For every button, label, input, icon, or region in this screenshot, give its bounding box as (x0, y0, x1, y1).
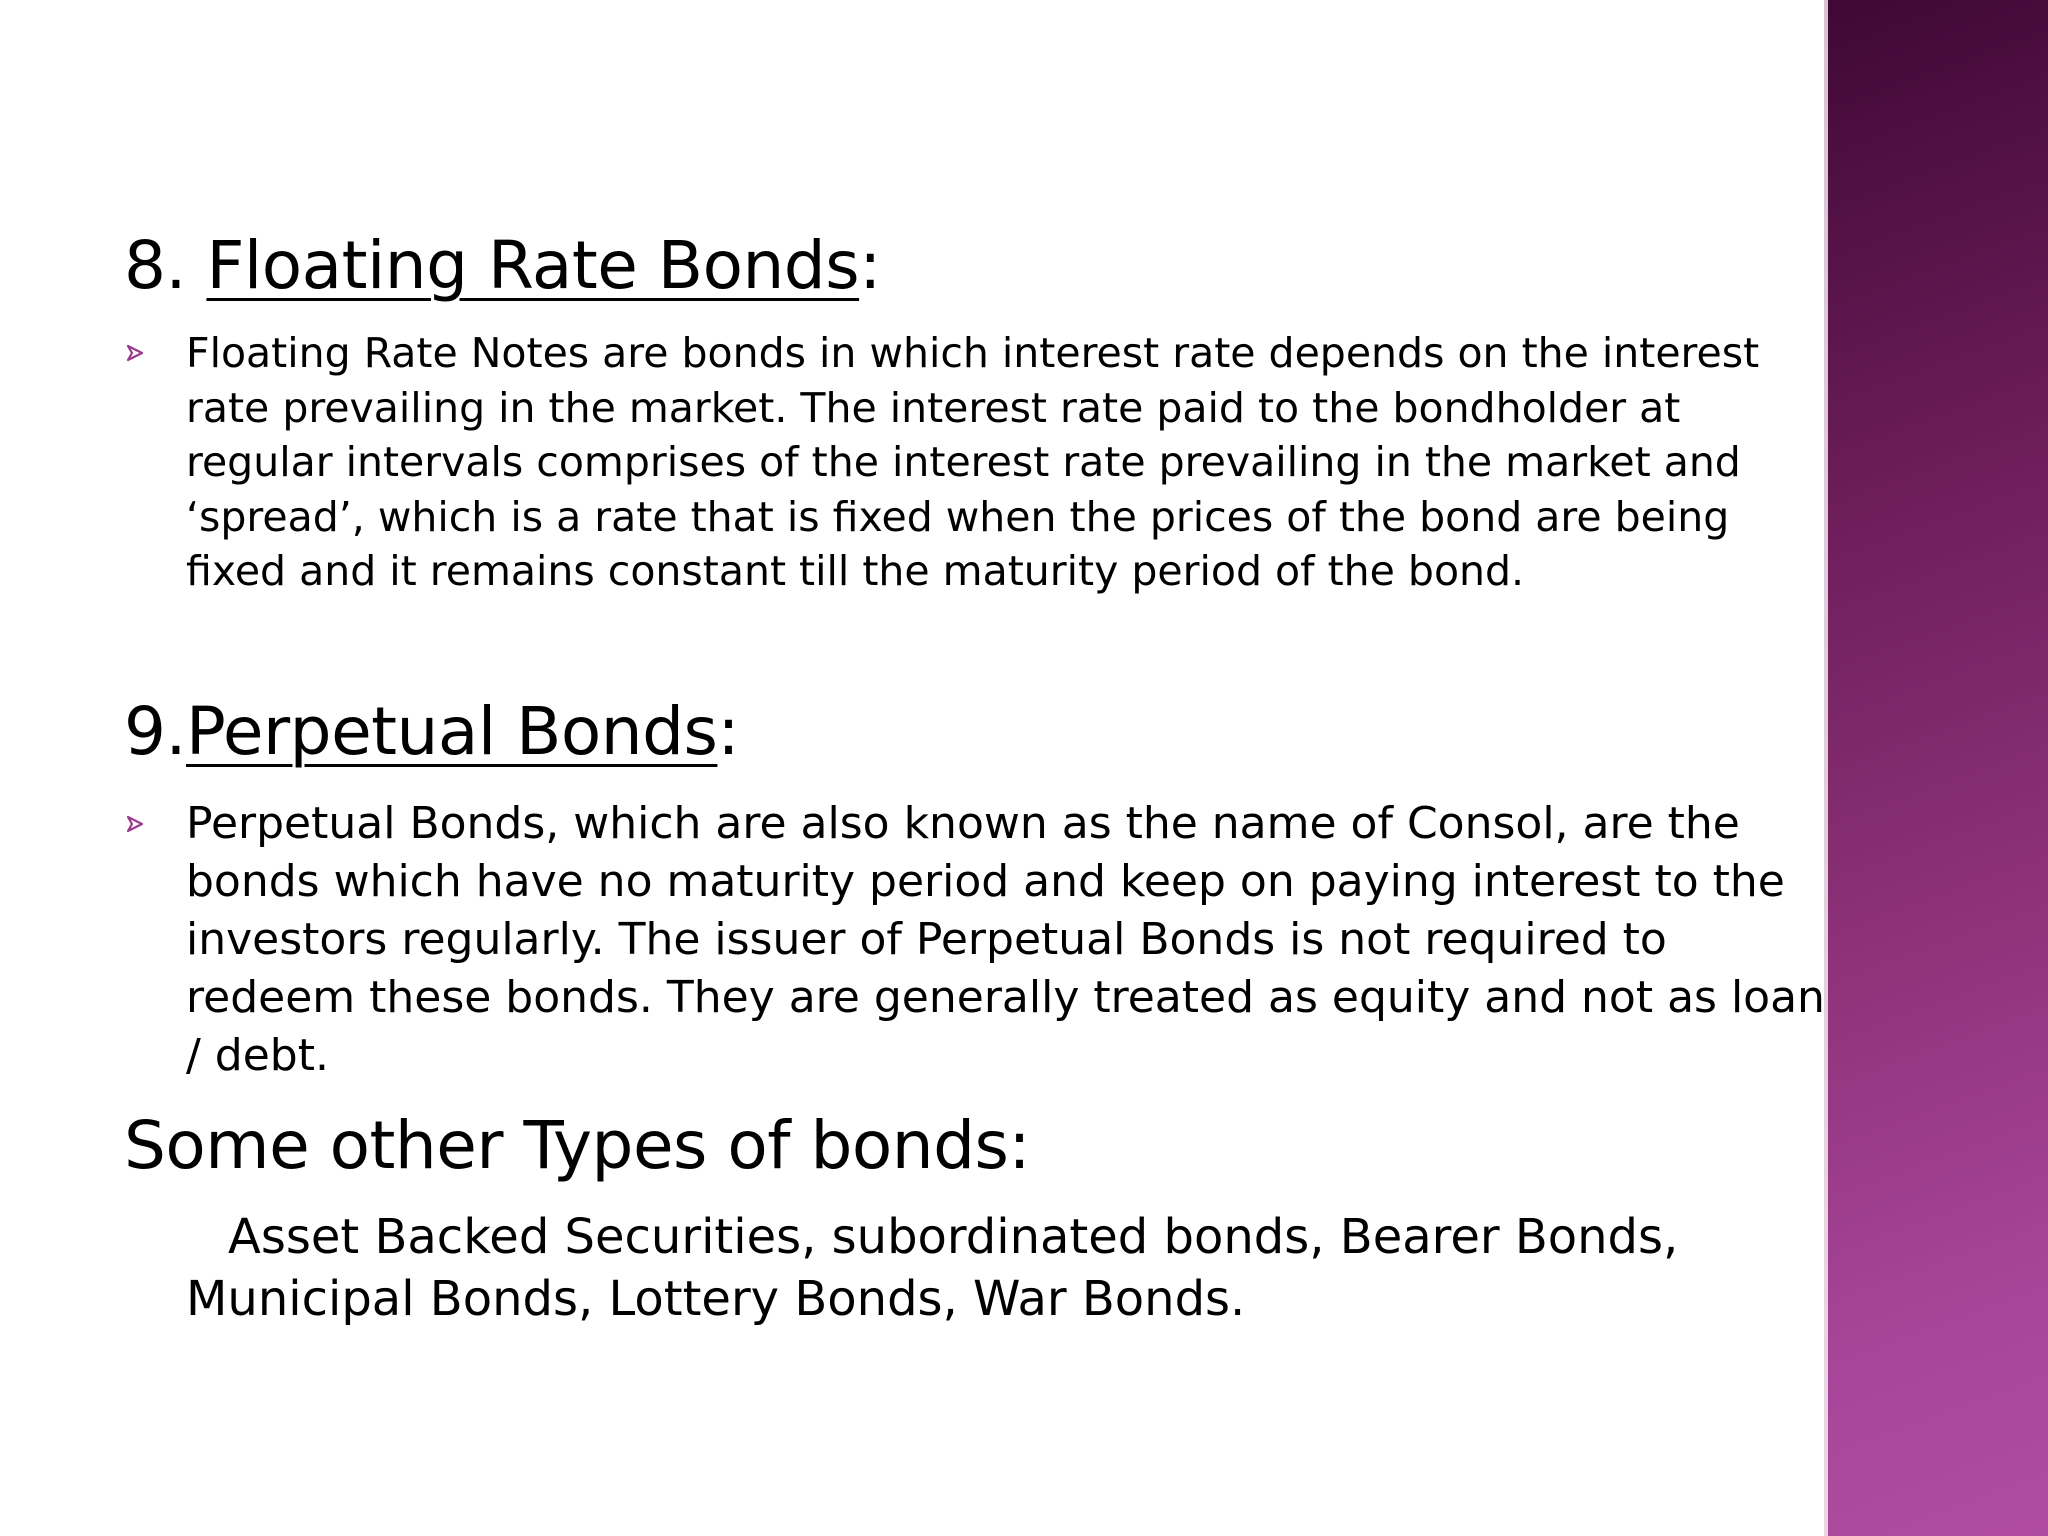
section-colon: : (859, 227, 881, 304)
section-title: Floating Rate Bonds (206, 227, 860, 304)
arrowhead-right-icon (126, 344, 148, 366)
section-heading-perpetual-bonds (124, 692, 739, 772)
text-line: / debt. (186, 1030, 329, 1081)
text-line: investors regularly. The issuer of Perpetual Bonds is not required to (186, 914, 1667, 965)
text-line: Municipal Bonds, Lottery Bonds, War Bonds. (186, 1271, 1246, 1327)
bullet-text (186, 326, 1886, 599)
text-line: Asset Backed Securities, subordinated bonds, Bearer Bonds, (228, 1209, 1679, 1265)
text-line: ‘spread’, which is a rate that is fixed when the prices of the bond are being (186, 492, 1730, 541)
section-title: Perpetual Bonds (185, 693, 718, 770)
other-types-heading: Some other Types of bonds: (124, 1107, 1031, 1184)
text-line: rate prevailing in the market. The interest rate paid to the bondholder at (186, 383, 1681, 432)
text-line: regular intervals comprises of the interest rate prevailing in the market and (186, 438, 1741, 486)
slide-content (124, 0, 1825, 1536)
bullet-text (186, 795, 1906, 1085)
section-number: 9. (124, 693, 186, 770)
section-colon: : (717, 693, 740, 770)
other-types-list (186, 1206, 1746, 1330)
arrowhead-right-icon (126, 815, 148, 837)
text-line: Floating Rate Notes are bonds in which interest rate depends on the interest (186, 329, 1760, 377)
text-line: redeem these bonds. They are generally treated as equity and not as loan (186, 972, 1825, 1023)
section-heading-floating-rate-bonds (124, 226, 881, 306)
text-line: bonds which have no maturity period and keep on paying interest to the (186, 856, 1785, 907)
section-number: 8. (124, 227, 207, 304)
text-line: Perpetual Bonds, which are also known as the name of Consol, are the (186, 798, 1740, 849)
text-line: fixed and it remains constant till the maturity period of the bond. (186, 547, 1525, 595)
decorative-side-panel (1828, 0, 2048, 1536)
